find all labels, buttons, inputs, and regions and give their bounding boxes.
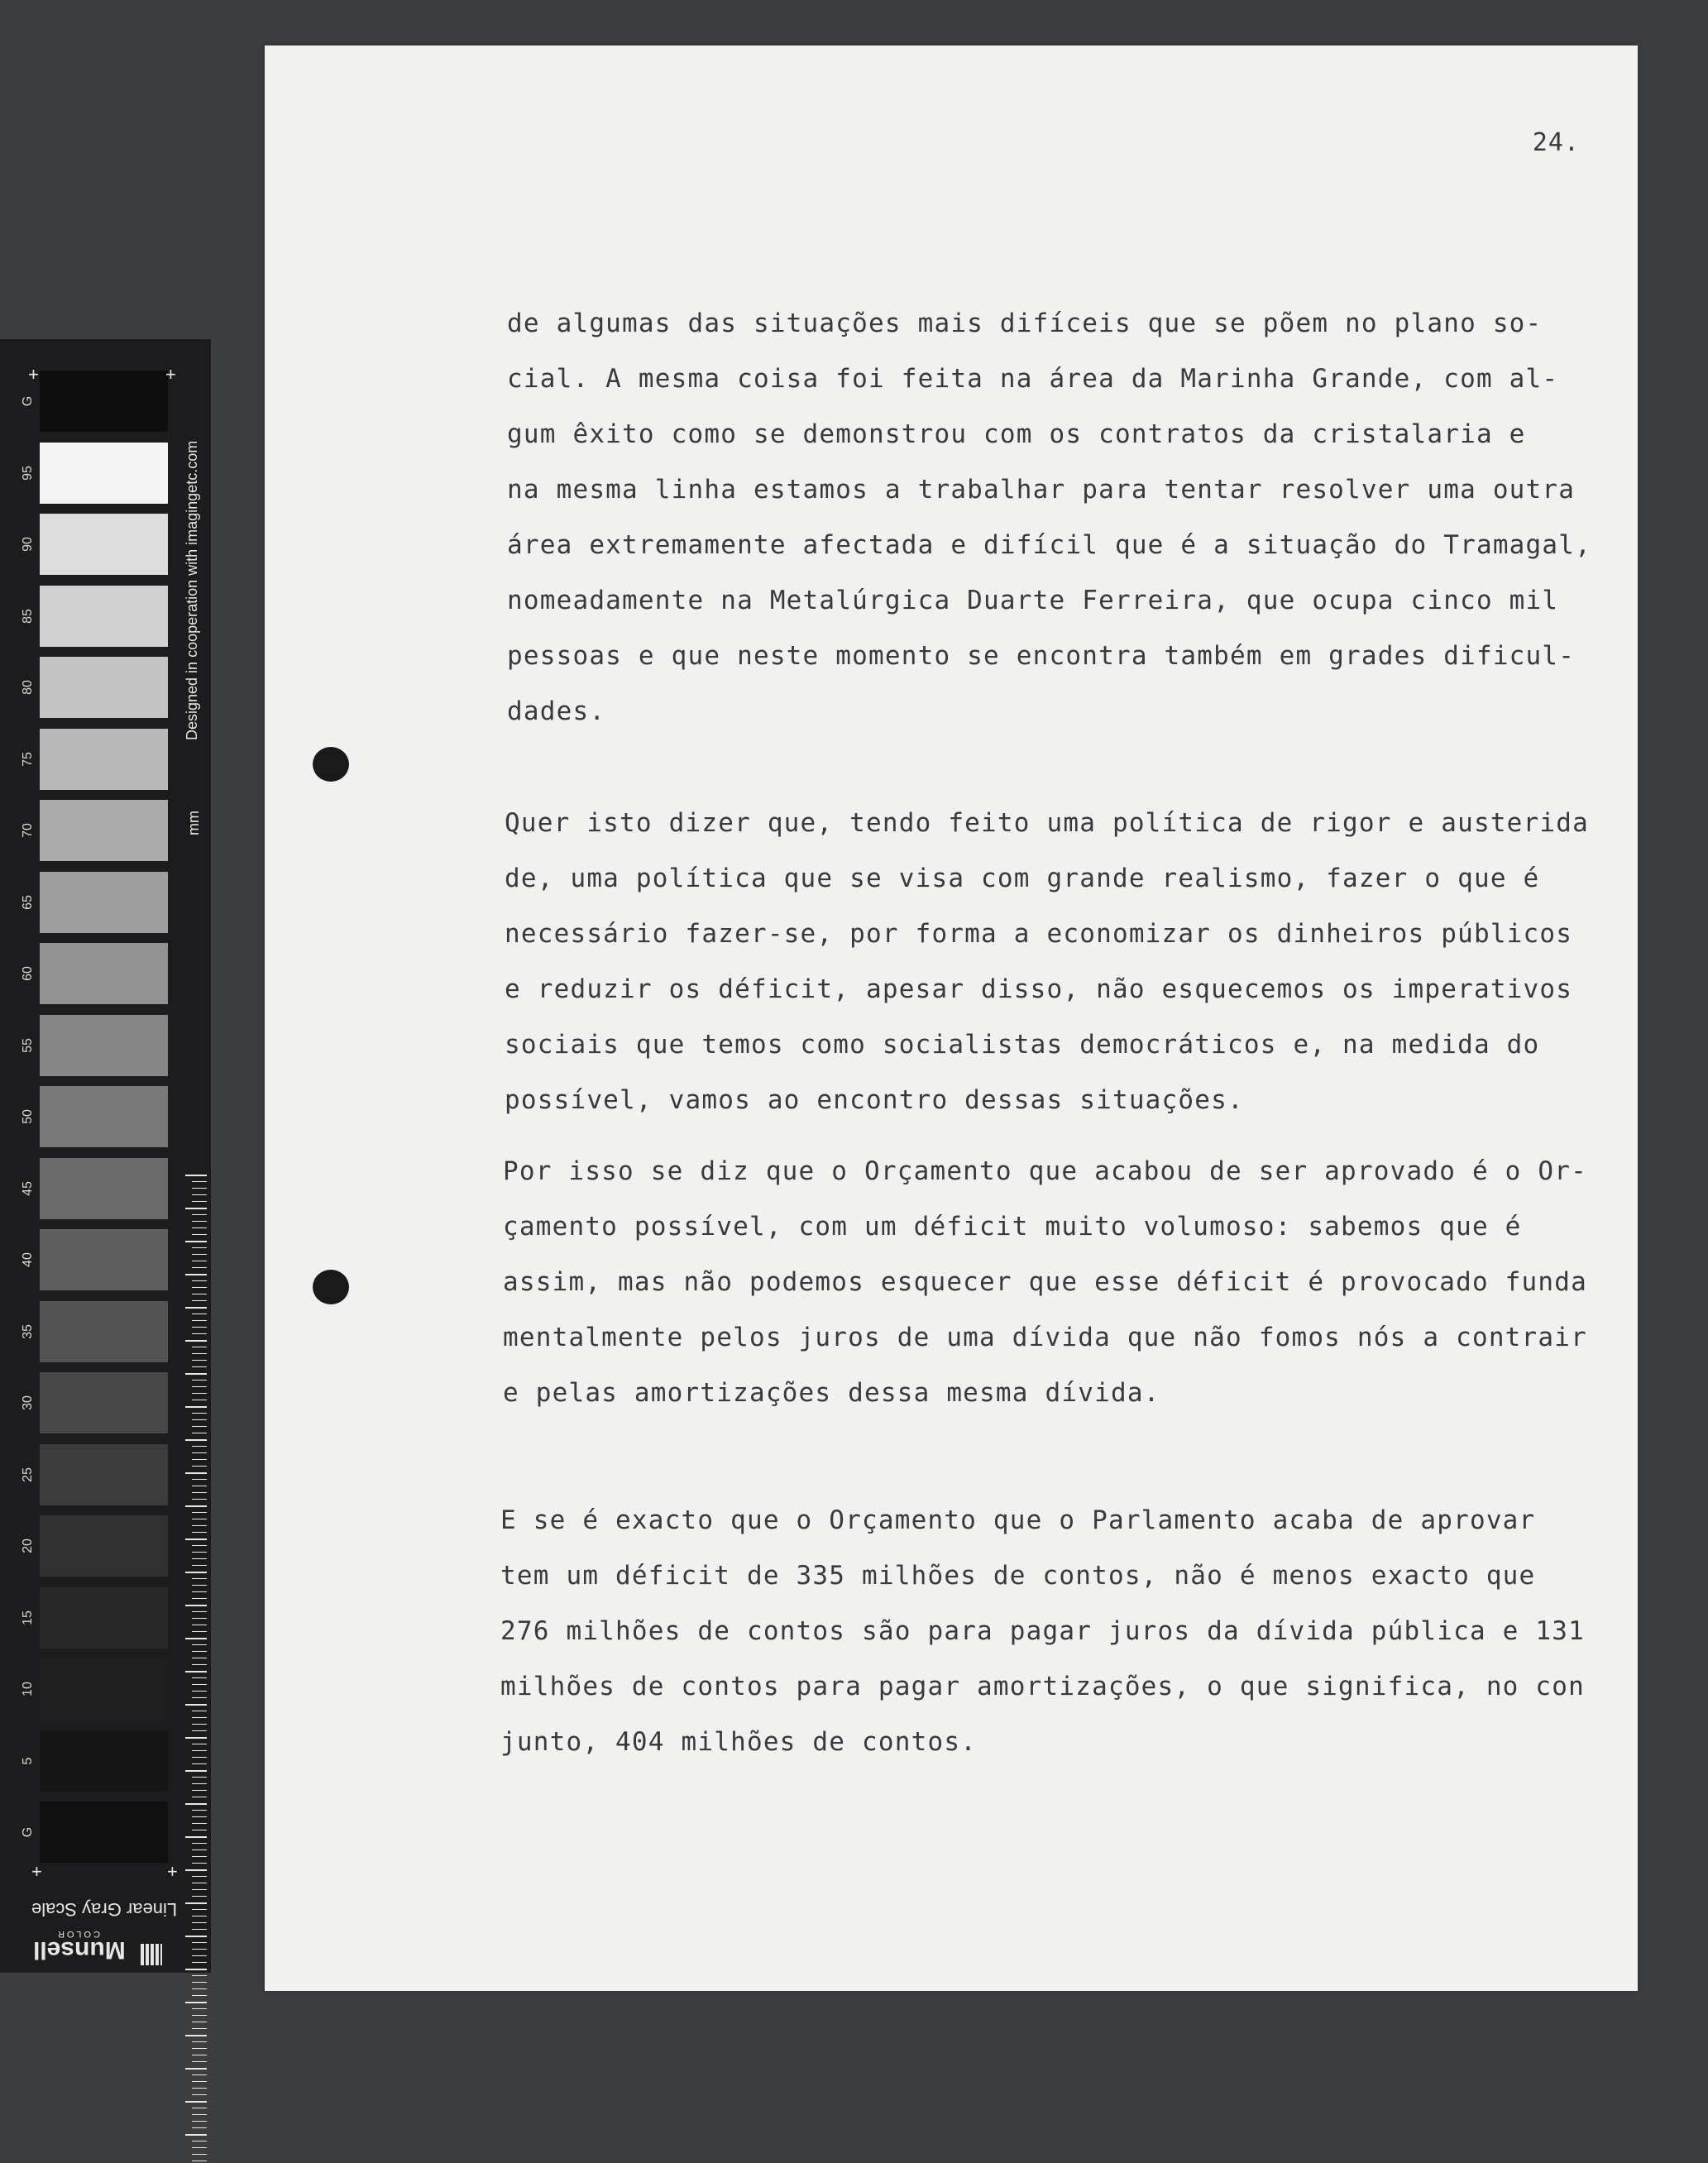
text-line: dades.: [507, 696, 606, 726]
text-line: possível, vamos ao encontro dessas situações.: [505, 1085, 1244, 1115]
gray-patch: [40, 1515, 168, 1577]
patch-label: 50: [21, 1109, 35, 1124]
brand-sub: C O L O R: [58, 1929, 100, 1939]
gray-patch: [40, 729, 168, 790]
gray-patch: [40, 586, 168, 647]
patch-label: G: [21, 395, 35, 407]
patch-label: 30: [21, 1395, 35, 1410]
text-line: mentalmente pelos juros de uma dívida que não fomos nós a contrair: [503, 1323, 1587, 1352]
gray-patch: [40, 1444, 168, 1505]
text-line: 276 milhões de contos são para pagar juros da dívida pública e 131: [500, 1616, 1585, 1646]
text-line: e reduzir os déficit, apesar disso, não esquecemos os imperativos: [505, 974, 1573, 1004]
patch-label: G: [21, 1826, 35, 1838]
gray-patch: [40, 371, 168, 432]
text-line: tem um déficit de 335 milhões de contos, não é menos exacto que: [500, 1561, 1536, 1591]
punch-hole: [313, 747, 349, 782]
gray-patch: [40, 443, 168, 504]
text-line: gum êxito como se demonstrou com os contratos da cristalaria e: [507, 419, 1526, 449]
text-line: çamento possível, com um déficit muito volumoso: sabemos que é: [503, 1212, 1522, 1242]
gray-patch: [40, 800, 168, 861]
text-line: necessário fazer-se, por forma a economizar os dinheiros públicos: [505, 919, 1573, 949]
text-line: nomeadamente na Metalúrgica Duarte Ferreira, que ocupa cinco mil: [507, 586, 1559, 615]
plus-mark: +: [31, 1861, 42, 1882]
text-line: de algumas das situações mais difíceis que se põem no plano so-: [507, 309, 1543, 338]
text-line: sociais que temos como socialistas democráticos e, na medida do: [505, 1030, 1540, 1060]
patch-label: 70: [21, 823, 35, 838]
text-line: assim, mas não podemos esquecer que esse déficit é provocado funda: [503, 1267, 1587, 1297]
text-line: Por isso se diz que o Orçamento que acabou de ser aprovado é o Or-: [503, 1156, 1587, 1186]
text-line: Quer isto dizer que, tendo feito uma política de rigor e austerida: [505, 808, 1589, 838]
gray-patch: [40, 1658, 168, 1720]
scale-credit: Designed in cooperation with imagingetc.com: [184, 440, 200, 740]
patch-label: 15: [21, 1610, 35, 1625]
text-line: de, uma política que se visa com grande realismo, fazer o que é: [505, 864, 1540, 893]
patch-label: 20: [21, 1539, 35, 1553]
patch-label: 5: [21, 1757, 35, 1764]
gray-scale-strip: [0, 339, 211, 1973]
patch-label: 55: [21, 1037, 35, 1053]
patch-label: 45: [21, 1180, 35, 1196]
text-line: área extremamente afectada e difícil que é a situação do Tramagal,: [507, 530, 1591, 560]
gray-patch: [40, 1229, 168, 1290]
scale-title: Linear Gray Scale: [31, 1899, 178, 1920]
scale-unit: mm: [185, 811, 202, 835]
patch-label: 40: [21, 1252, 35, 1267]
text-line: pessoas e que neste momento se encontra também em grades dificul-: [507, 641, 1576, 671]
brand-name: Munsell: [33, 1936, 126, 1964]
patch-label: 10: [21, 1682, 35, 1696]
text-line: E se é exacto que o Orçamento que o Parlamento acaba de aprovar: [500, 1505, 1536, 1535]
plus-mark: +: [167, 1861, 178, 1882]
patch-label: 95: [21, 465, 35, 481]
punch-hole: [313, 1270, 349, 1304]
text-line: milhões de contos para pagar amortizações, o que significa, no con: [500, 1672, 1585, 1701]
patch-label: 60: [21, 966, 35, 981]
gray-patch: [40, 1015, 168, 1076]
text-line: cial. A mesma coisa foi feita na área da Marinha Grande, com al-: [507, 364, 1559, 394]
gray-patch: [40, 1158, 168, 1219]
patch-label: 75: [21, 751, 35, 767]
munsell-logo-icon: [141, 1944, 162, 1965]
gray-patch: [40, 1301, 168, 1362]
patch-label: 90: [21, 537, 35, 552]
patch-label: 80: [21, 680, 35, 695]
patch-label: 65: [21, 894, 35, 910]
gray-patch: [40, 872, 168, 933]
patch-label: 35: [21, 1323, 35, 1339]
patch-label: 25: [21, 1467, 35, 1482]
gray-patch: [40, 1587, 168, 1649]
plus-mark: +: [28, 364, 39, 385]
mm-ruler-major-ticks: [185, 1175, 207, 2163]
text-line: junto, 404 milhões de contos.: [500, 1727, 978, 1757]
text-line: e pelas amortizações dessa mesma dívida.: [503, 1378, 1160, 1408]
document-page: [265, 45, 1638, 1991]
gray-patch: [40, 1730, 168, 1792]
gray-patch: [40, 1372, 168, 1433]
gray-patch: [40, 943, 168, 1004]
gray-patch: [40, 1802, 168, 1863]
plus-mark: +: [165, 364, 176, 385]
gray-patch: [40, 514, 168, 575]
text-line: na mesma linha estamos a trabalhar para tentar resolver uma outra: [507, 475, 1576, 505]
page-number: 24.: [1532, 128, 1580, 157]
gray-patch: [40, 1086, 168, 1147]
patch-label: 85: [21, 608, 35, 624]
gray-patch: [40, 657, 168, 718]
